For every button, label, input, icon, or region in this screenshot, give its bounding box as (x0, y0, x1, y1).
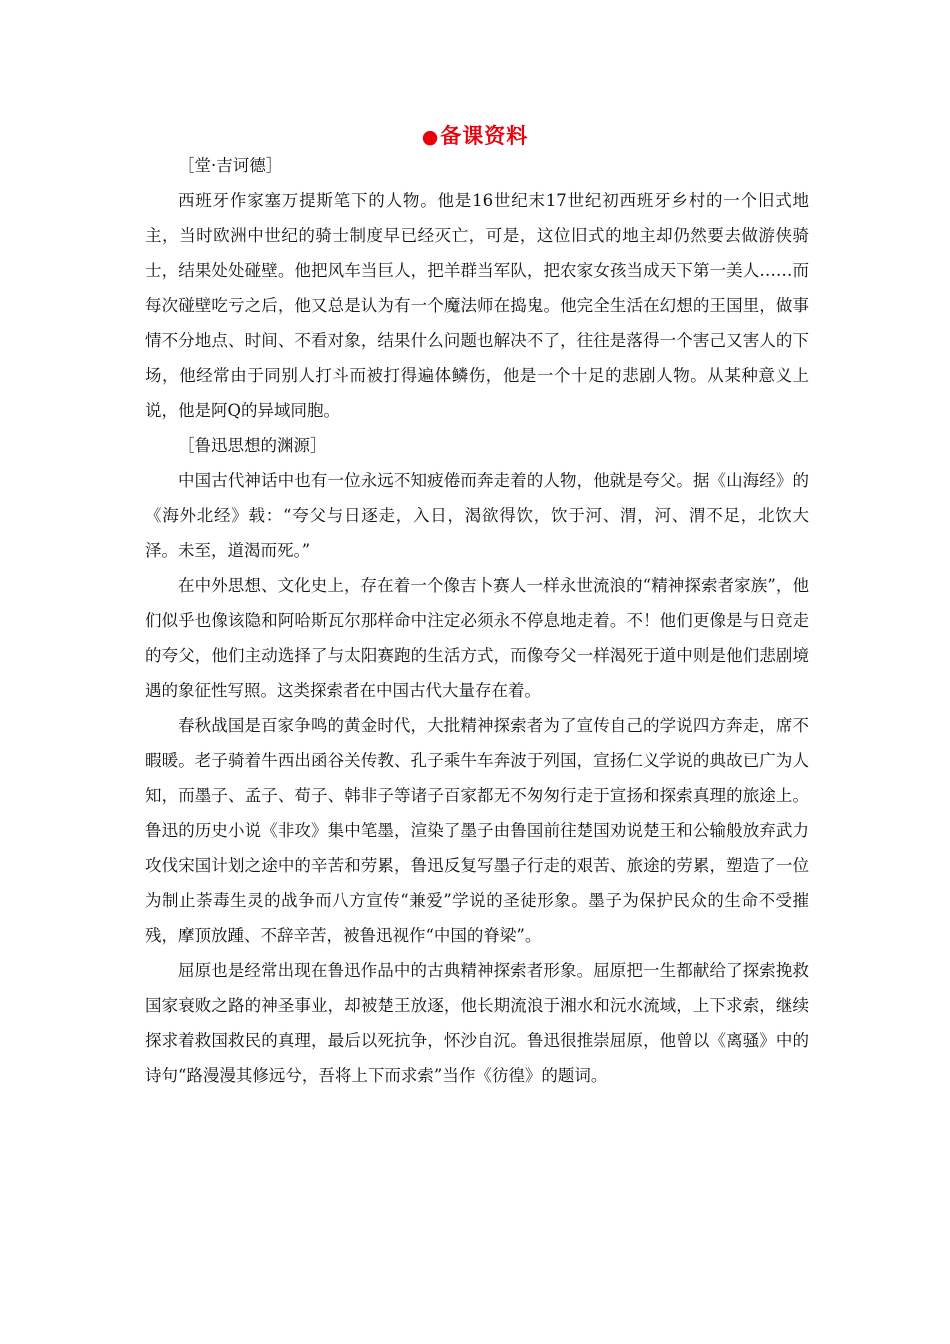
paragraph: 春秋战国是百家争鸣的黄金时代，大批精神探索者为了宣传自己的学说四方奔走，席不暇暖。老子骑着牛西出函谷关传教、孔子乘牛车奔波于列国，宣扬仁义学说的典故已广为人知，而墨子、孟子、荀子、韩非子等诸子百家都无不匆匆行走于宣扬和探索真理的旅途上。鲁迅的历史小说《非攻》集中笔墨，渲染了墨子由鲁国前往楚国劝说楚王和公输般放弃武力攻伐宋国计划之途中的辛苦和劳累，鲁迅反复写墨子行走的艰苦、旅途的劳累，塑造了一位为制止荼毒生灵的战争而八方宣传“兼爱”学说的圣徒形象。墨子为保护民众的生命不受摧残，摩顶放踵、不辞辛苦，被鲁迅视作“中国的脊梁”。 (145, 716, 809, 945)
section-don-quixote (145, 148, 809, 428)
section-lu-xun-origins (145, 428, 809, 1093)
paragraph: 屈原也是经常出现在鲁迅作品中的古典精神探索者形象。屈原把一生都献给了探索挽救国家衰败之路的神圣事业，却被楚王放逐，他长期流浪于湘水和沅水流域，上下求索，继续探求着救国救民的真理，最后以死抗争，怀沙自沉。鲁迅很推崇屈原，他曾以《离骚》中的诗句“路漫漫其修远兮，吾将上下而求索”当作《彷徨》的题词。 (145, 961, 809, 1085)
section-heading: ［堂·吉诃德］ (178, 156, 283, 175)
paragraph: 在中外思想、文化史上，存在着一个像吉卜赛人一样永世流浪的“精神探索者家族”，他们似乎也像该隐和阿哈斯瓦尔那样命中注定必须永不停息地走着。不！他们更像是与日竞走的夸父，他们主动选择了与太阳赛跑的生活方式，而像夸父一样渴死于道中则是他们悲剧境遇的象征性写照。这类探索者在中国古代大量存在着。 (145, 576, 809, 700)
paragraph: 西班牙作家塞万提斯笔下的人物。他是16世纪末17世纪初西班牙乡村的一个旧式地主，当时欧洲中世纪的骑士制度早已经灭亡，可是，这位旧式的地主却仍然要去做游侠骑士，结果处处碰壁。他把风车当巨人，把羊群当军队，把农家女孩当成天下第一美人……而每次碰壁吃亏之后，他又总是认为有一个魔法师在捣鬼。他完全生活在幻想的王国里，做事情不分地点、时间、不看对象，结果什么问题也解决不了，往往是落得一个害己又害人的下场，他经常由于同别人打斗而被打得遍体鳞伤，他是一个十足的悲剧人物。从某种意义上说，他是阿Q的异域同胞。 (145, 191, 809, 420)
paragraph: 中国古代神话中也有一位永远不知疲倦而奔走着的人物，他就是夸父。据《山海经》的《海外北经》载：“夸父与日逐走，入日，渴欲得饮，饮于河、渭，河、渭不足，北饮大泽。未至，道渴而死。” (145, 471, 809, 560)
title-text: 备课资料 (440, 123, 529, 148)
bullet-icon: ● (421, 126, 440, 148)
section-heading: ［鲁迅思想的渊源］ (178, 436, 327, 455)
document-body (145, 148, 809, 1093)
